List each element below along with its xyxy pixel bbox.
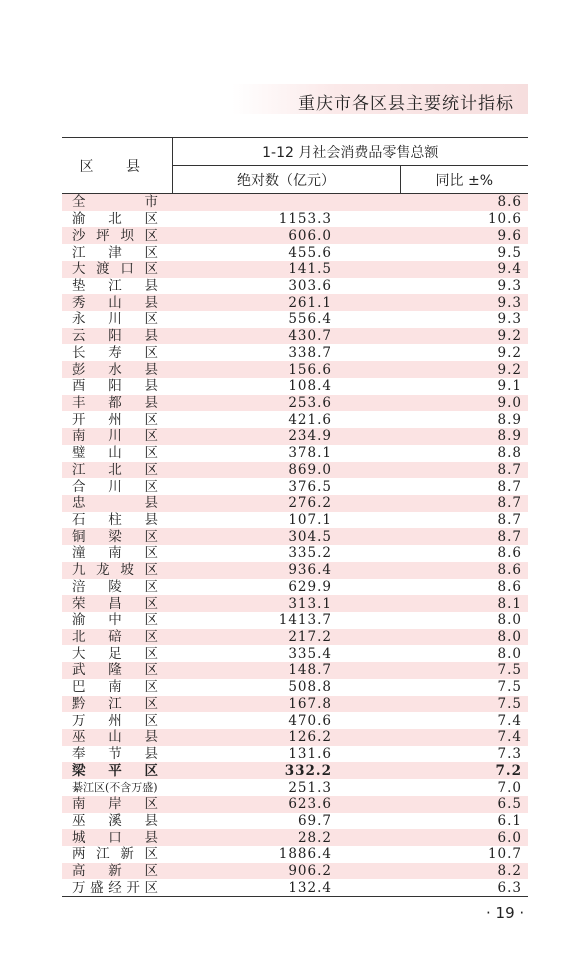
yoy-cell: 7.3	[400, 746, 528, 763]
table-row	[62, 612, 528, 629]
region-cell	[62, 344, 172, 361]
absolute-cell: 906.2	[172, 863, 400, 880]
yoy-cell: 10.7	[400, 846, 528, 863]
table-row	[62, 211, 528, 228]
region-cell	[62, 645, 172, 662]
absolute-cell: 303.6	[172, 278, 400, 295]
absolute-cell: 1413.7	[172, 612, 400, 629]
absolute-cell: 253.6	[172, 395, 400, 412]
region-name: 綦江区(不含万盛)	[72, 780, 158, 794]
absolute-cell: 167.8	[172, 696, 400, 713]
table-row	[62, 261, 528, 278]
absolute-cell: 132.4	[172, 879, 400, 896]
table-row	[62, 595, 528, 612]
table-row	[62, 528, 528, 545]
absolute-cell: 869.0	[172, 462, 400, 479]
absolute-cell: 28.2	[172, 829, 400, 846]
table-row	[62, 227, 528, 244]
region-name: 全 市	[72, 194, 158, 211]
absolute-cell: 335.4	[172, 645, 400, 662]
absolute-cell: 455.6	[172, 244, 400, 261]
yoy-cell: 8.6	[400, 545, 528, 562]
region-cell	[62, 779, 172, 796]
table-row	[62, 879, 528, 896]
absolute-cell: 1153.3	[172, 211, 400, 228]
table-row	[62, 712, 528, 729]
region-cell	[62, 261, 172, 278]
absolute-cell: 508.8	[172, 679, 400, 696]
absolute-cell: 332.2	[172, 762, 400, 779]
yoy-cell: 8.6	[400, 579, 528, 596]
yoy-cell: 8.2	[400, 863, 528, 880]
table-row	[62, 411, 528, 428]
region-name: 北 碚 区	[72, 629, 158, 646]
region-cell	[62, 813, 172, 830]
table-row	[62, 662, 528, 679]
yoy-cell: 8.7	[400, 528, 528, 545]
region-cell	[62, 679, 172, 696]
table-row	[62, 194, 528, 211]
header-region: 区 县	[62, 138, 172, 194]
region-cell	[62, 612, 172, 629]
yoy-cell: 8.6	[400, 194, 528, 211]
title-band	[232, 84, 528, 114]
table-row	[62, 696, 528, 713]
region-name: 大 足 区	[72, 645, 158, 662]
region-name: 铜 梁 区	[72, 528, 158, 545]
region-cell	[62, 595, 172, 612]
region-name: 江 北 区	[72, 461, 158, 478]
yoy-cell: 8.9	[400, 428, 528, 445]
table-row	[62, 445, 528, 462]
region-name: 巫 溪 县	[72, 812, 158, 829]
table-row	[62, 746, 528, 763]
region-cell	[62, 227, 172, 244]
absolute-cell: 556.4	[172, 311, 400, 328]
yoy-cell: 9.0	[400, 395, 528, 412]
table-row	[62, 779, 528, 796]
region-name: 武 隆 区	[72, 662, 158, 679]
table-row	[62, 378, 528, 395]
region-name: 南 岸 区	[72, 796, 158, 813]
absolute-cell: 606.0	[172, 227, 400, 244]
region-cell	[62, 562, 172, 579]
region-name: 云 阳 县	[72, 328, 158, 345]
region-name: 石 柱 县	[72, 512, 158, 529]
table-row	[62, 796, 528, 813]
region-name: 荣 昌 区	[72, 595, 158, 612]
region-name: 城 口 县	[72, 829, 158, 846]
region-cell	[62, 879, 172, 896]
table-row	[62, 512, 528, 529]
absolute-cell: 338.7	[172, 344, 400, 361]
absolute-cell: 276.2	[172, 495, 400, 512]
yoy-cell: 7.0	[400, 779, 528, 796]
region-name: 南 川 区	[72, 428, 158, 445]
region-cell	[62, 395, 172, 412]
region-cell	[62, 361, 172, 378]
region-name: 巫 山 县	[72, 729, 158, 746]
region-cell	[62, 528, 172, 545]
yoy-cell: 9.3	[400, 294, 528, 311]
region-name: 忠 县	[72, 495, 158, 512]
yoy-cell: 8.7	[400, 495, 528, 512]
region-cell	[62, 729, 172, 746]
yoy-cell: 6.3	[400, 879, 528, 896]
yoy-cell: 7.2	[400, 762, 528, 779]
absolute-cell: 251.3	[172, 779, 400, 796]
yoy-cell: 8.8	[400, 445, 528, 462]
stats-table	[62, 137, 528, 897]
yoy-cell: 8.0	[400, 629, 528, 646]
yoy-cell: 6.5	[400, 796, 528, 813]
region-name: 长 寿 区	[72, 344, 158, 361]
yoy-cell: 9.3	[400, 311, 528, 328]
absolute-cell: 936.4	[172, 562, 400, 579]
yoy-cell: 8.7	[400, 462, 528, 479]
absolute-cell: 335.2	[172, 545, 400, 562]
table-row	[62, 344, 528, 361]
yoy-cell: 9.3	[400, 278, 528, 295]
yoy-cell: 8.6	[400, 562, 528, 579]
region-name: 垫 江 县	[72, 277, 158, 294]
region-name: 沙 坪 坝 区	[72, 227, 158, 244]
yoy-cell: 7.4	[400, 729, 528, 746]
region-cell	[62, 278, 172, 295]
region-cell	[62, 829, 172, 846]
page-title: 重庆市各区县主要统计指标	[298, 94, 514, 114]
region-name: 黔 江 区	[72, 695, 158, 712]
yoy-cell: 9.2	[400, 361, 528, 378]
table-row	[62, 545, 528, 562]
table-row	[62, 361, 528, 378]
region-cell	[62, 244, 172, 261]
region-name: 江 津 区	[72, 244, 158, 261]
absolute-cell: 313.1	[172, 595, 400, 612]
table-row	[62, 863, 528, 880]
absolute-cell: 126.2	[172, 729, 400, 746]
region-name: 永 川 区	[72, 311, 158, 328]
absolute-cell: 107.1	[172, 512, 400, 529]
yoy-cell: 6.1	[400, 813, 528, 830]
region-name: 渝 中 区	[72, 612, 158, 629]
absolute-cell: 261.1	[172, 294, 400, 311]
region-cell	[62, 796, 172, 813]
yoy-cell: 7.5	[400, 696, 528, 713]
yoy-cell: 8.9	[400, 411, 528, 428]
table-row	[62, 562, 528, 579]
region-cell	[62, 545, 172, 562]
absolute-cell: 156.6	[172, 361, 400, 378]
region-cell	[62, 445, 172, 462]
region-name: 秀 山 县	[72, 294, 158, 311]
region-name: 酉 阳 县	[72, 378, 158, 395]
yoy-cell: 8.7	[400, 512, 528, 529]
region-cell	[62, 712, 172, 729]
absolute-cell: 131.6	[172, 746, 400, 763]
region-cell	[62, 411, 172, 428]
region-cell	[62, 746, 172, 763]
yoy-cell: 9.4	[400, 261, 528, 278]
region-cell	[62, 478, 172, 495]
region-name: 涪 陵 区	[72, 578, 158, 595]
absolute-cell: 470.6	[172, 712, 400, 729]
region-cell	[62, 211, 172, 228]
table-row	[62, 311, 528, 328]
absolute-cell: 623.6	[172, 796, 400, 813]
region-name: 梁 平 区	[72, 762, 158, 779]
yoy-cell: 8.1	[400, 595, 528, 612]
region-cell	[62, 294, 172, 311]
absolute-cell: 629.9	[172, 579, 400, 596]
table-row	[62, 495, 528, 512]
table-row	[62, 328, 528, 345]
absolute-cell: 376.5	[172, 478, 400, 495]
yoy-cell: 9.6	[400, 227, 528, 244]
table-row	[62, 729, 528, 746]
table-row	[62, 428, 528, 445]
yoy-cell: 10.6	[400, 211, 528, 228]
table-row	[62, 278, 528, 295]
region-cell	[62, 629, 172, 646]
yoy-cell: 8.0	[400, 645, 528, 662]
region-cell	[62, 696, 172, 713]
table-row	[62, 478, 528, 495]
region-name: 九 龙 坡 区	[72, 562, 158, 579]
absolute-cell: 1886.4	[172, 846, 400, 863]
region-cell	[62, 846, 172, 863]
table-row	[62, 395, 528, 412]
region-cell	[62, 328, 172, 345]
yoy-cell: 9.1	[400, 378, 528, 395]
region-cell	[62, 762, 172, 779]
absolute-cell: 69.7	[172, 813, 400, 830]
region-name: 高 新 区	[72, 863, 158, 880]
table-row	[62, 645, 528, 662]
yoy-cell: 6.0	[400, 829, 528, 846]
table-body	[62, 194, 528, 897]
region-cell	[62, 579, 172, 596]
yoy-cell: 7.4	[400, 712, 528, 729]
absolute-cell: 217.2	[172, 629, 400, 646]
table-row	[62, 244, 528, 261]
table-row	[62, 462, 528, 479]
region-cell	[62, 428, 172, 445]
region-name: 万 盛 经 开 区	[72, 879, 158, 896]
table-row	[62, 829, 528, 846]
region-name: 奉 节 县	[72, 746, 158, 763]
yoy-cell: 7.5	[400, 662, 528, 679]
table-row	[62, 846, 528, 863]
region-name: 合 川 区	[72, 478, 158, 495]
absolute-cell: 378.1	[172, 445, 400, 462]
yoy-cell: 9.2	[400, 344, 528, 361]
region-cell	[62, 462, 172, 479]
absolute-cell	[172, 194, 400, 211]
absolute-cell: 304.5	[172, 528, 400, 545]
region-cell	[62, 662, 172, 679]
yoy-cell: 8.7	[400, 478, 528, 495]
table-row	[62, 813, 528, 830]
region-name: 开 州 区	[72, 411, 158, 428]
absolute-cell: 421.6	[172, 411, 400, 428]
region-cell	[62, 495, 172, 512]
yoy-cell: 7.5	[400, 679, 528, 696]
yoy-cell: 9.5	[400, 244, 528, 261]
region-cell	[62, 194, 172, 211]
region-cell	[62, 378, 172, 395]
table-row	[62, 294, 528, 311]
region-cell	[62, 512, 172, 529]
table-row	[62, 762, 528, 779]
absolute-cell: 148.7	[172, 662, 400, 679]
header-retail-sales: 1-12 月社会消费品零售总额	[172, 138, 528, 166]
region-cell	[62, 311, 172, 328]
region-name: 潼 南 区	[72, 545, 158, 562]
absolute-cell: 141.5	[172, 261, 400, 278]
region-name: 大 渡 口 区	[72, 261, 158, 278]
region-name: 彭 水 县	[72, 361, 158, 378]
yoy-cell: 9.2	[400, 328, 528, 345]
region-name: 万 州 区	[72, 712, 158, 729]
table-row	[62, 679, 528, 696]
absolute-cell: 234.9	[172, 428, 400, 445]
page-number: · 19 ·	[486, 904, 525, 922]
header-absolute: 绝对数（亿元）	[172, 166, 400, 194]
absolute-cell: 430.7	[172, 328, 400, 345]
region-cell	[62, 863, 172, 880]
region-name: 渝 北 区	[72, 211, 158, 228]
region-name: 两 江 新 区	[72, 846, 158, 863]
region-name: 丰 都 县	[72, 394, 158, 411]
table-row	[62, 579, 528, 596]
region-name: 璧 山 区	[72, 445, 158, 462]
table-row	[62, 629, 528, 646]
header-yoy: 同比 ±%	[400, 166, 528, 194]
absolute-cell: 108.4	[172, 378, 400, 395]
yoy-cell: 8.0	[400, 612, 528, 629]
region-name: 巴 南 区	[72, 679, 158, 696]
